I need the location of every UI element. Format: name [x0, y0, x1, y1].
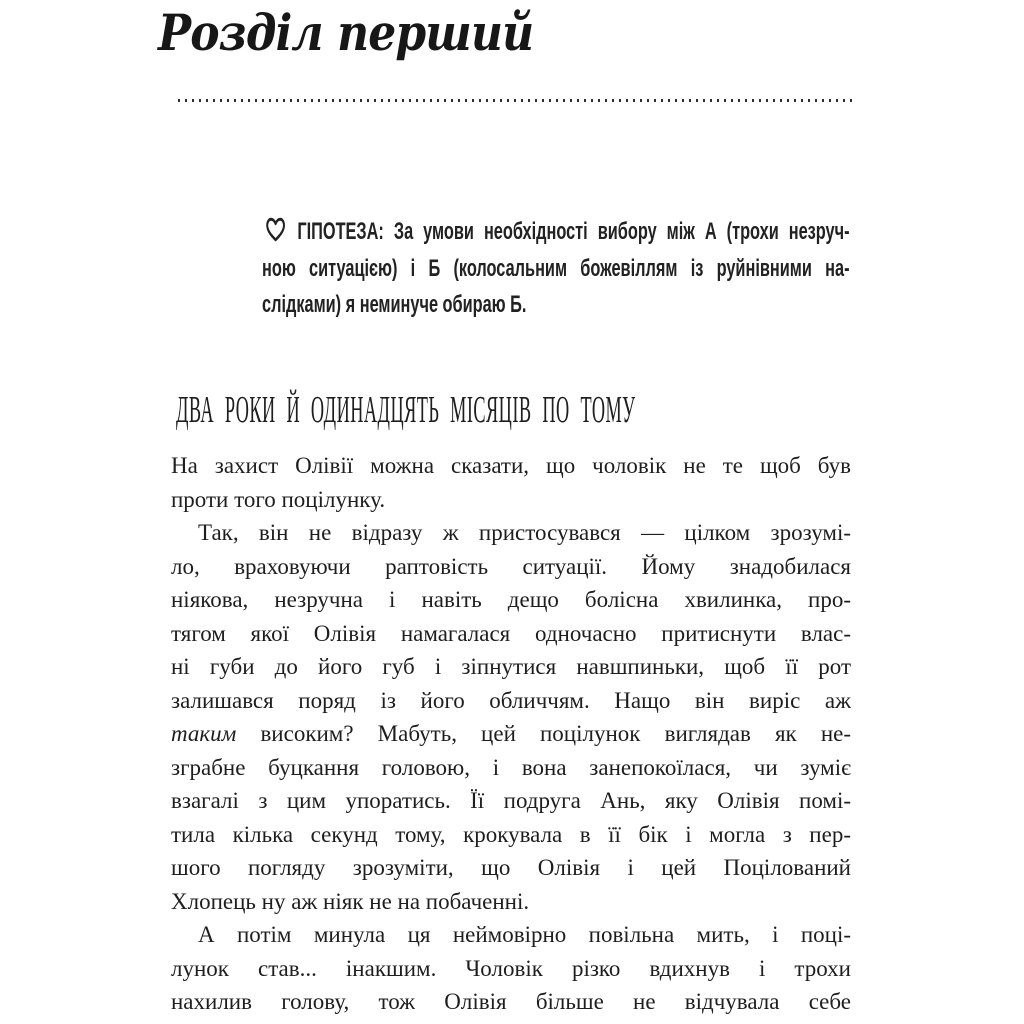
text-line: Хлопець ну аж ніяк не на побаченні.	[171, 888, 530, 914]
paragraph	[171, 516, 851, 918]
body-text	[171, 449, 851, 1019]
text-line: ніякова, незручна і навіть дещо болісна хвилинка, про-	[171, 587, 851, 612]
text-line	[171, 717, 851, 751]
section-heading: ДВА РОКИ Й ОДИНАДЦЯТЬ МІСЯЦІВ ПО ТОМУ	[176, 389, 636, 431]
text-line: зграбне буцкання головою, і вона занепокоїлася, чи зуміє	[171, 754, 851, 780]
text-line: шого погляду зрозуміти, що Олівія і цей Поцілований	[171, 855, 851, 880]
paragraph	[171, 918, 851, 1019]
text-line: ною ситуацією) і Б (колосальним божевіллям із руйнівними на-	[262, 254, 850, 282]
text-line: слідками) я неминуче обираю Б.	[262, 291, 527, 319]
text-line: залишався поряд із його обличчям. Нащо він виріс аж	[171, 687, 851, 713]
paragraph	[171, 449, 851, 516]
text-line: нахилив голову, тож Олівія більше не відчувала себе	[171, 989, 851, 1014]
text-line	[262, 214, 850, 251]
hypothesis-line-text: ГІПОТЕЗА: За умови необхідності вибору між А (трохи незруч-	[297, 218, 850, 245]
hypothesis-text	[262, 214, 850, 324]
text-line: ні губи до його губ і зіпнутися навшпиньки, щоб її рот	[171, 654, 851, 679]
heart-icon	[262, 216, 289, 243]
text-line: Так, він не відразу ж пристосувався — цілком зрозумі-	[198, 520, 851, 545]
chapter-title: Розділ перший	[158, 3, 534, 62]
text-line: лунок став... інакшим. Чоловік різко вдихнув і трохи	[171, 955, 851, 981]
text-line: ло, враховуючи раптовість ситуації. Йому знадобилася	[171, 553, 851, 579]
text-line: А потім минула ця неймовірно повільна мить, і поці-	[198, 922, 851, 947]
text-line: тила кілька секунд тому, крокувала в її бік і могла з пер-	[171, 821, 851, 847]
text-line: На захист Олівії можна сказати, що чоловік не те щоб був	[171, 453, 851, 478]
line-rest: високим? Мабуть, цей поцілунок виглядав як не-	[236, 721, 851, 746]
dotted-divider	[178, 99, 852, 102]
text-line: проти того поцілунку.	[171, 486, 386, 512]
text-line: взагалі з цим упоратись. Її подруга Ань, яку Олівія помі-	[171, 788, 851, 813]
hypothesis-note	[262, 214, 852, 324]
text-line: тягом якої Олівія намагалася одночасно притиснути влас-	[171, 620, 851, 646]
italic-word: таким	[171, 721, 237, 746]
